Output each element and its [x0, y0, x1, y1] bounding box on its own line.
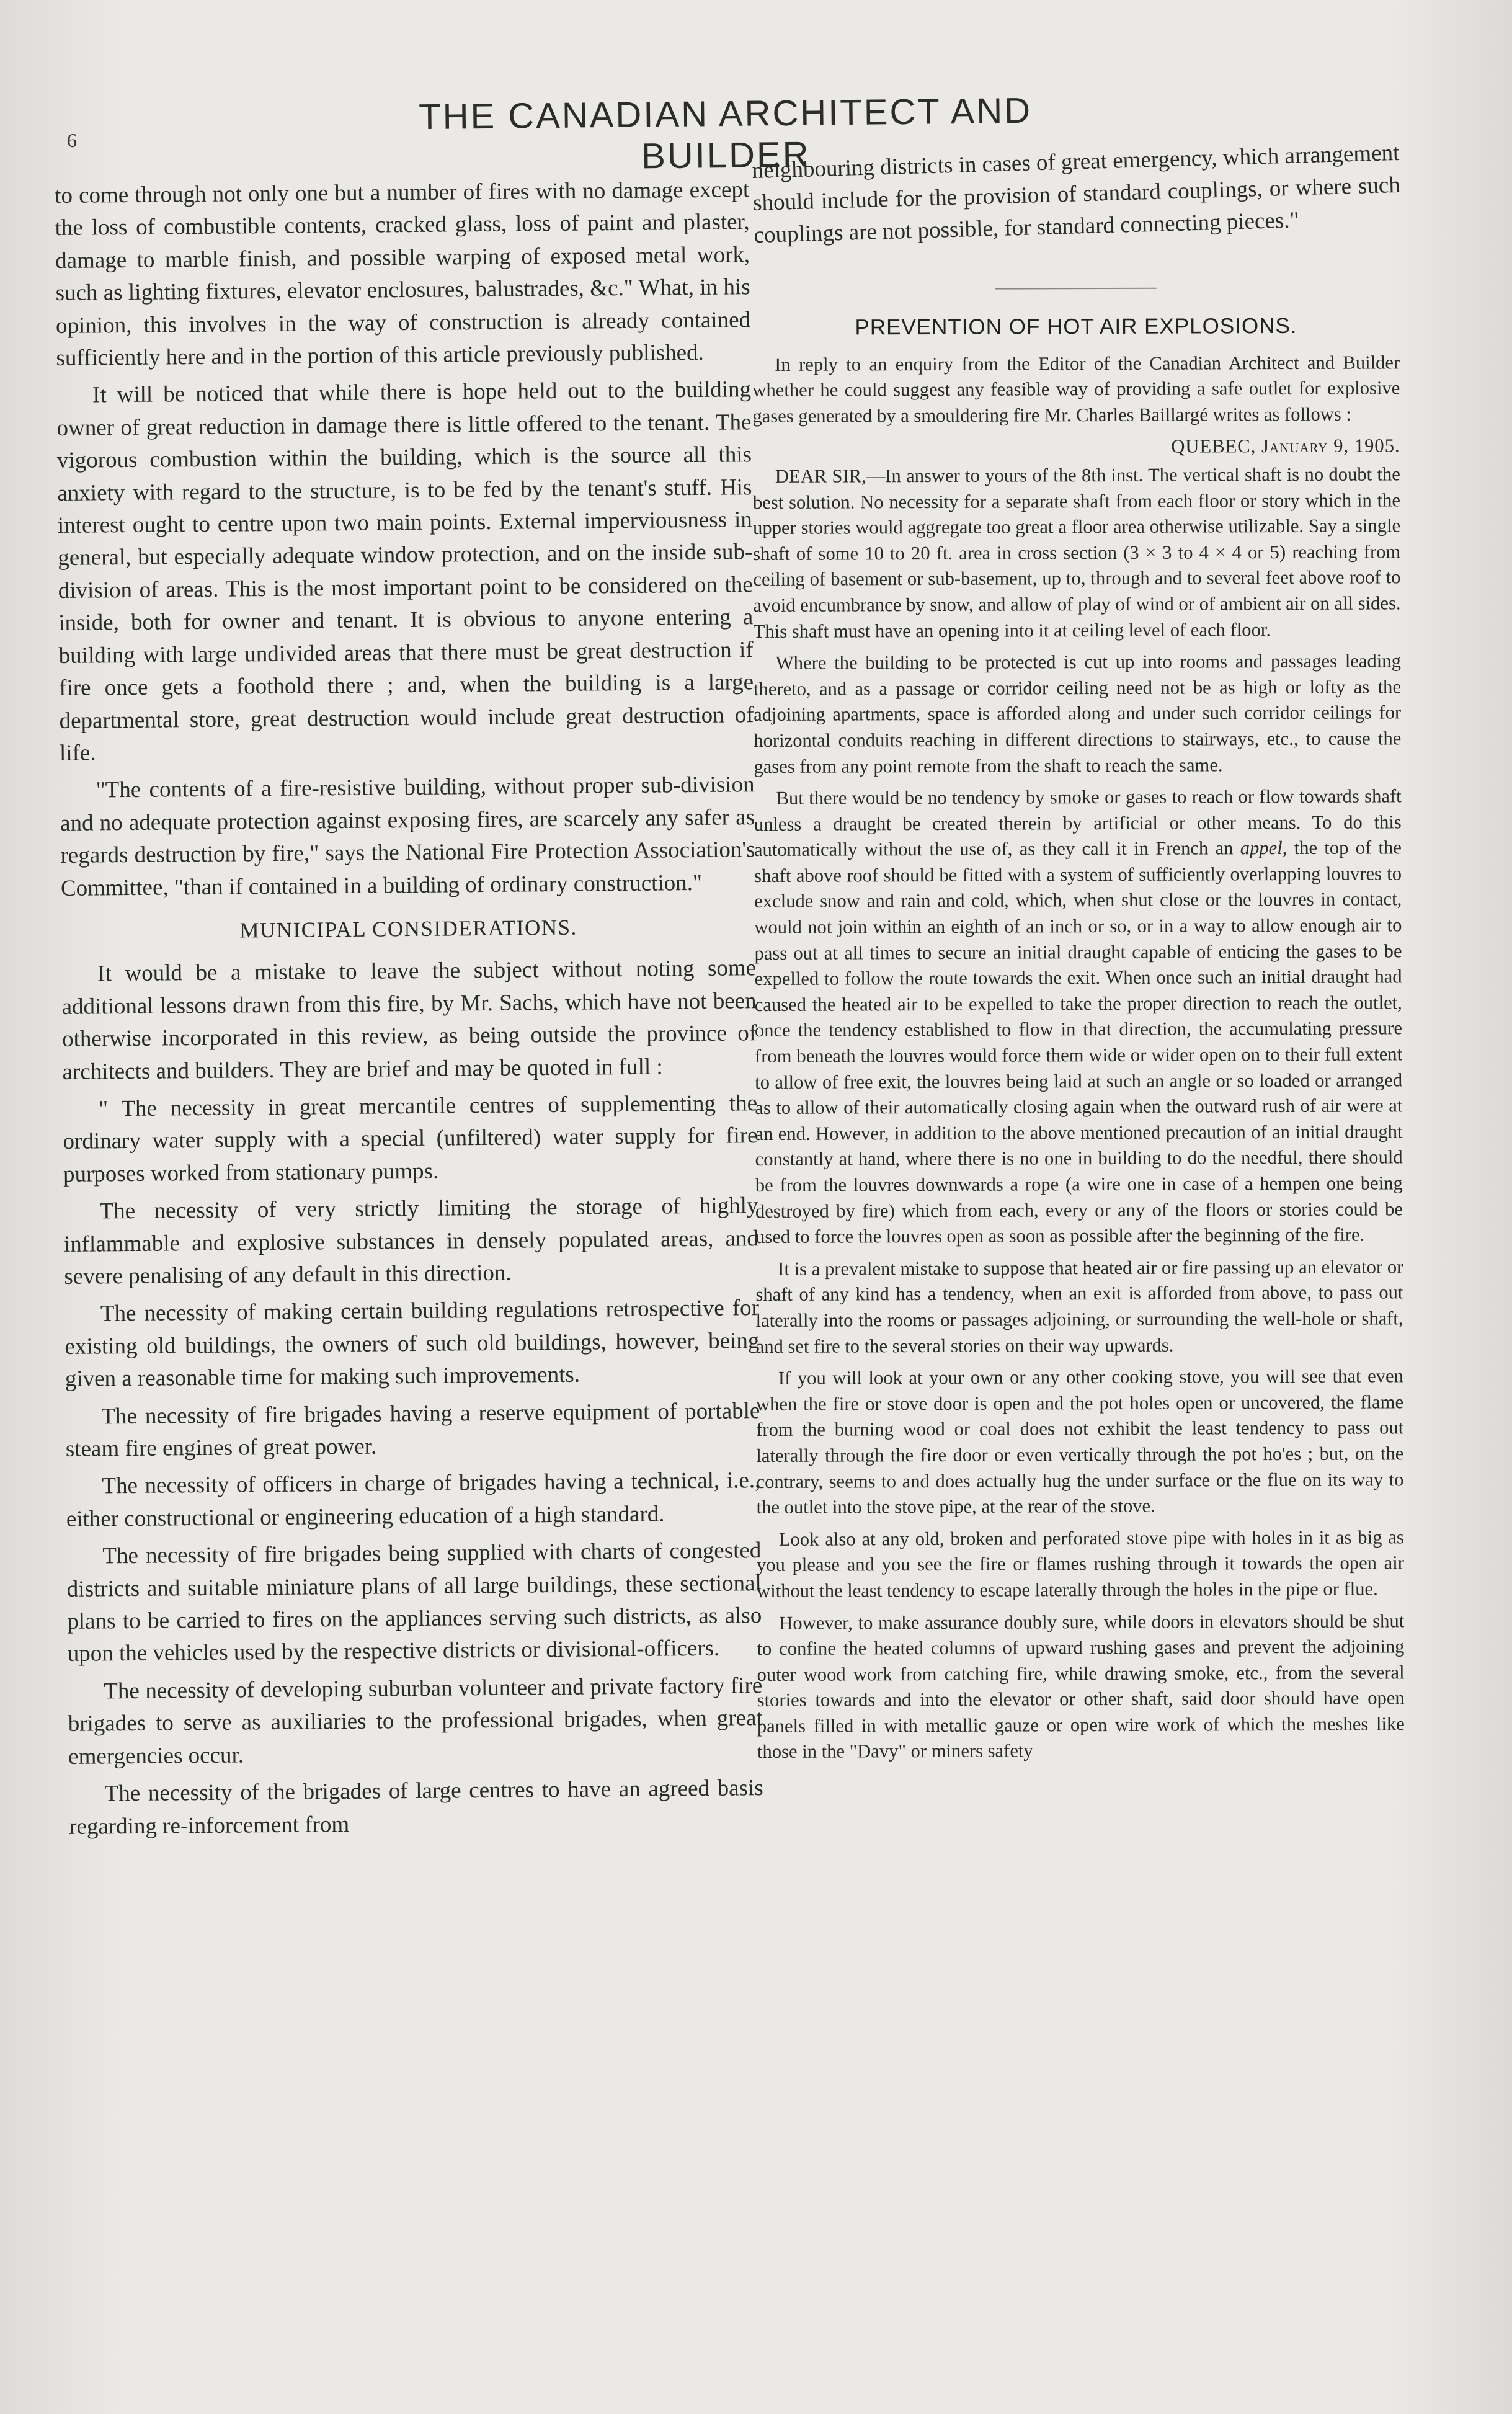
paragraph: However, to make assurance doubly sure, while doors in elevators should be shut to confine the heated columns of upward rushing gases and prevent the adjoining outer wood work from catching fire, while drawing smoke, etc., from the several stories towards and into the elevator or other shaft, said door should have open panels filled in with metallic gauze or open wire work of which the meshes like those in the "Davy" or miners safety: [757, 1610, 1405, 1763]
paragraph: It would be a mistake to leave the subject without noting some additional lessons drawn from this fire, by Mr. Sachs, which have not been otherwise incorporated in this review, as being outside the province of architects and builders. They are brief and may be quoted in full :: [61, 955, 757, 1085]
italic-term: appel: [1240, 837, 1283, 859]
paragraph: The necessity of fire brigades having a reserve equipment of portable steam fire engines of great power.: [65, 1397, 760, 1462]
paragraph: " The necessity in great mercantile centres of supplementing the ordinary water supply with a special (unfiltered) water supply for fire purposes worked from stationary pumps.: [63, 1090, 758, 1187]
article-title: PREVENTION OF HOT AIR EXPLOSIONS.: [855, 313, 1297, 340]
page-number: 6: [67, 129, 77, 151]
right-column: [752, 140, 1405, 1771]
paragraph: "The contents of a fire-resistive building, without proper sub-division and no adequate protection against exposing fires, are scarcely any safer as regards destruction by fire," says the National Fire Protection Association's Committee, "than if contained in a building of ordinary construction.": [60, 772, 755, 901]
letter-salutation: DEAR SIR,: [775, 465, 866, 487]
paragraph-text: —In answer to yours of the 8th inst. The vertical shaft is no doubt the best solution. No necessity for a separate shaft from each floor or story which in the upper stories would aggregate too great a floor area otherwise utilizable. Say a single shaft of some 10 to 20 ft. area in cross section (3 × 3 to 4 × 4 or 5) reaching from ceiling of basement or sub-basement, up to, through and to several feet above roof to avoid encumbrance by snow, and allow of play of wind or of ambient air on all sides. This shaft must have an opening into it at ceiling level of each floor.: [752, 463, 1401, 642]
paragraph: [754, 783, 1403, 1250]
section-divider: [995, 288, 1157, 290]
paragraph-text: , the top of the shaft above roof should be fitted with a system of sufficiently overlapping louvres to exclude snow and rain and cold, which, when shut close or the louvres in contact, would not join within an eighth of an inch or so, or in a way to allow enough air to pass out at all times to secure an initial draught capable of enticing the gases to be expelled to follow the route towards the exit. When once such an initial draught had caused the heated air to be expelled to take the proper direction to reach the outlet, once the tendency established to flow in that direction, the accumulating pressure from beneath the louvres would force them wide or wider open on to their full extent to allow of free exit, the louvres being laid at such an angle or so loaded or arranged as to allow of their automatically closing again when the outward rush of air were at an end. However, in addition to the above mentioned precaution of an initial draught constantly at hand, where there is no one in building to do the needful, there should be from the louvres downwards a rope (a wire one in case of a hempen one being destroyed by fire) which from each, every or any of the floors or stories could be used to force the louvres open as soon as possible after the beginning of the fire.: [754, 837, 1403, 1248]
article-intro: In reply to an enquiry from the Editor of the Canadian Architect and Builder whether he could suggest any feasible way of providing a safe outlet for explosive gases generated by a smouldering fire Mr. Charles Baillargé writes as follows :: [752, 351, 1400, 427]
left-column: [55, 174, 763, 1848]
paragraph: [753, 461, 1401, 644]
paragraph: Look also at any old, broken and perforated stove pipe with holes in it as big as you please and you see the fire or flames rushing through it towards the open air without the least tendency to escape laterally through the holes in the pipe or flue.: [756, 1526, 1404, 1601]
paragraph: The necessity of developing suburban volunteer and private factory fire brigades to serve as auxiliaries to the professional brigades, when great emergencies occur.: [68, 1673, 763, 1770]
section-subheading: MUNICIPAL CONSIDERATIONS.: [239, 915, 577, 943]
paragraph: The necessity of making certain building regulations retrospective for existing old buildings, the owners of such old buildings, however, being given a reasonable time for making such improvements.: [64, 1295, 760, 1392]
paragraph: The necessity of fire brigades being supplied with charts of congested districts and suitable miniature plans of all large buildings, these sectional plans to be carried to fires on the appliances serving such districts, as also upon the vehicles used by the respective districts or divisional-officers.: [66, 1538, 762, 1667]
paragraph: The necessity of the brigades of large centres to have an agreed basis regarding re-inforcement from: [68, 1775, 763, 1840]
paragraph: The necessity of officers in charge of brigades having a technical, i.e., either constructional or engineering education of a high standard.: [66, 1468, 761, 1532]
continued-paragraph: neighbouring districts in cases of great emergency, which arrangement should include for the provision of standard couplings, or where such couplings are not possible, for standard connecting pieces.": [752, 140, 1401, 248]
paragraph-text: But there would be no tendency by smoke or gases to reach or flow towards shaft unless a draught be created therein by artificial or other means. To do this automatically without the use of, as they call it in French an: [754, 785, 1402, 861]
paragraph: It is a prevalent mistake to suppose that heated air or fire passing up an elevator or shaft of any kind has a tendency, when an exit is afforded from above, to pass out laterally into the rooms or passages adjoining, or surrounding the well-hole or shaft, and set fire to the several stories on their way upwards.: [755, 1256, 1403, 1357]
paragraph: It will be noticed that while there is hope held out to the building owner of great reduction in damage there is little offered to the tenant. The vigorous combustion within the building, which is the source all this anxiety with regard to the structure, is to be fed by the tenant's stuff. His interest ought to centre upon two main points. External imperviousness in general, but especially adequate window protection, and on the inside sub-division of areas. This is the most important point to be considered on the inside, both for owner and tenant. It is obvious to anyone entering a building with large undivided areas that there must be great destruction if fire once gets a foothold there ; and, when the building is a large departmental store, great destruction would include great destruction of life.: [56, 376, 754, 766]
paragraph: to come through not only one but a number of fires with no damage except the loss of combustible contents, cracked glass, loss of paint and plaster, damage to marble finish, and possible warping of exposed metal work, such as lighting fixtures, elevator enclosures, balustrades, &c." What, in his opinion, this involves in the way of construction is already contained sufficiently here and in the portion of this article previously published.: [55, 177, 751, 372]
letter-dateline: QUEBEC, January 9, 1905.: [1171, 435, 1400, 458]
paragraph: The necessity of very strictly limiting the storage of highly inflammable and explosive substances in densely populated areas, and severe penalising of any default in this direction.: [63, 1193, 759, 1289]
running-title: THE CANADIAN ARCHITECT AND BUILDER: [418, 90, 1033, 177]
paragraph: If you will look at your own or any other cooking stove, you will see that even when the fire or stove door is open and the pot holes open or uncovered, the flame from the burning wood or coal does not exhibit the least tendency to pass out laterally through the fire door or even vertically through the pot ho'es ; but, on the contrary, seems to and does actually hug the under surface or the flue on its way to the outlet into the stove pipe, at the rear of the stove.: [755, 1365, 1404, 1518]
paragraph: Where the building to be protected is cut up into rooms and passages leading thereto, and as a passage or corridor ceiling need not be as high or lofty as the adjoining apartments, space is afforded along and under such corridor ceilings for horizontal conduits reaching in different directions to stairways, etc., to cause the gases from any point remote from the shaft to reach the same.: [753, 650, 1402, 777]
